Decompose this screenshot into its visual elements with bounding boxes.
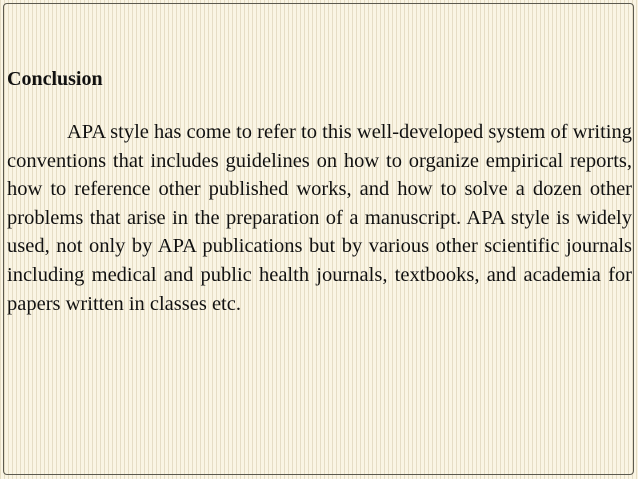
slide-paragraph: APA style has come to refer to this well-developed system of writing conventions that includes guidelines on how to organize empirical reports, how to reference other published works, and how to solve a dozen other problems that arise in the preparation of a manuscript. APA style is widely used, not only by APA publications but by various other scientific journals including medical and public health journals, textbooks, and academia for papers written in classes etc. [7, 121, 632, 315]
slide-heading: Conclusion [7, 68, 103, 90]
slide-content [7, 64, 632, 318]
